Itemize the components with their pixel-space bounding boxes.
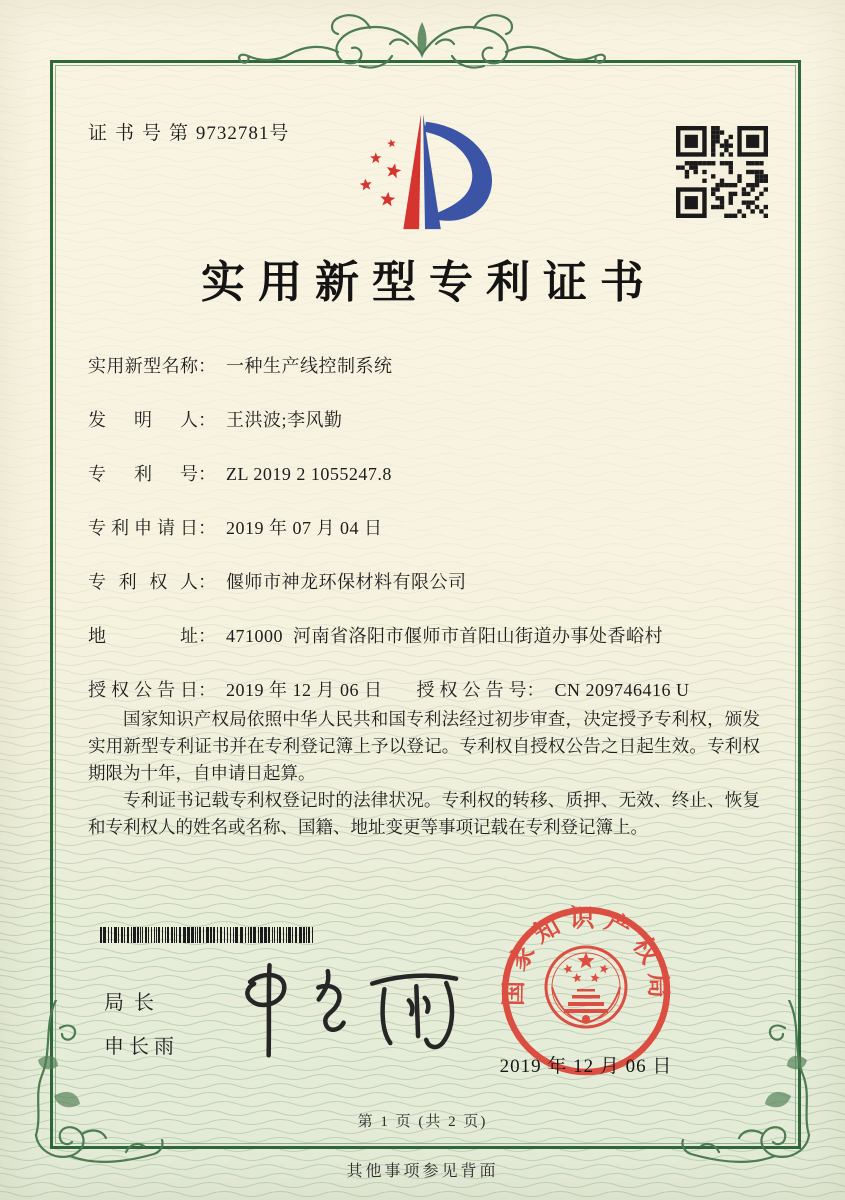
field-value: 2019 年 12 月 06 日 (226, 680, 383, 700)
field-label-char: 申 (134, 518, 152, 538)
field-label-char: 号 (180, 464, 198, 484)
field-label (88, 676, 198, 702)
field-colon: ： (198, 572, 216, 592)
field-label-char: 公 (134, 680, 152, 700)
field-row (88, 622, 690, 646)
field-label-char: 名 (161, 356, 180, 376)
field-label-char: 利 (118, 572, 137, 592)
field-label-char: 授 (88, 680, 106, 700)
logo-stars (360, 139, 402, 206)
field-value: 王洪波;李风勤 (226, 410, 343, 430)
field-value: ZL 2019 2 1055247.8 (226, 464, 392, 484)
field-label-char: 权 (439, 680, 458, 700)
field-row (88, 352, 690, 376)
seal-date: 2019 年 12 月 06 日 (499, 1056, 673, 1077)
logo-spike-red (403, 114, 421, 229)
field-label-char: 新 (124, 356, 143, 376)
field-colon: ： (198, 464, 216, 484)
field-label-char: 授 (416, 680, 435, 700)
grant-number-group (417, 676, 690, 702)
legal-paragraph: 国家知识产权局依照中华人民共和国专利法经过初步审查，决定授予专利权，颁发实用新型专利证书并在专利登记簿上予以登记。专利权自授权公告之日起生效。专利权期限为十年，自申请日起算。 (88, 709, 760, 783)
field-label (88, 568, 198, 594)
field-label-char: 利 (134, 464, 152, 484)
handwritten-signature-icon (233, 953, 463, 1061)
certificate-number (88, 118, 288, 145)
certificate-number-prefix: 证书号第 (88, 123, 196, 144)
fields-list (88, 352, 690, 700)
corner-flourish-left-icon (26, 1000, 166, 1170)
field-value: 471000 河南省洛阳市偃师市首阳山街道办事处香峪村 (226, 626, 663, 646)
field-label-char: 专 (88, 464, 106, 484)
field-label-char: 地 (88, 626, 106, 646)
field-colon: ： (198, 626, 216, 646)
certificate-number-suffix: 号 (269, 123, 289, 144)
field-row (88, 568, 690, 592)
field-label-char: 告 (157, 680, 175, 700)
field-label (88, 460, 198, 486)
field-label-char: 址 (180, 626, 198, 646)
barcode (100, 927, 316, 943)
field-row (88, 406, 690, 430)
field-label-char: 发 (88, 410, 106, 430)
certificate-title: 实用新型专利证书 (201, 258, 657, 307)
qr-code (676, 126, 768, 218)
cnipa-logo-icon (346, 110, 506, 238)
field-colon: ： (198, 356, 216, 376)
field-colon: ： (198, 680, 216, 700)
corner-flourish-right-icon (679, 1000, 819, 1170)
field-label-char: 实 (88, 356, 106, 376)
field-label-char: 公 (462, 680, 481, 700)
field-label-char: 型 (143, 356, 162, 376)
field-label-char: 称 (179, 356, 198, 376)
field-value: 一种生产线控制系统 (226, 356, 393, 376)
field-label-char: 日 (180, 680, 198, 700)
field-label (88, 514, 198, 540)
seal-ring-text: 国家知识产权局 (500, 905, 672, 1007)
field-value: CN 209746416 U (554, 680, 690, 700)
field-value: 2019 年 07 月 04 日 (226, 518, 383, 538)
field-row (88, 460, 690, 484)
signer-name: 申长雨 (104, 1036, 179, 1058)
field-label-char: 日 (180, 518, 198, 538)
field-label-char: 人 (179, 572, 198, 592)
field-colon: ： (526, 680, 545, 700)
field-label-char: 告 (485, 680, 504, 700)
field-label-char: 人 (180, 410, 198, 430)
signer-title: 局长 (104, 992, 164, 1014)
field-label-char: 权 (149, 572, 168, 592)
certificate-number-value: 9732781 (195, 123, 270, 144)
field-label-char: 专 (88, 518, 106, 538)
field-label-char: 请 (157, 518, 175, 538)
field-row-grant (88, 676, 690, 700)
legal-paragraphs (88, 706, 760, 841)
top-dragon-ornament-icon (222, 4, 622, 84)
field-label (88, 406, 198, 432)
field-label-char: 号 (508, 680, 527, 700)
field-colon: ： (198, 518, 216, 538)
field-label-char: 专 (88, 572, 106, 592)
field-colon: ： (198, 410, 216, 430)
field-label-char: 权 (111, 680, 129, 700)
field-label-char: 利 (111, 518, 129, 538)
field-label-char: 明 (134, 410, 152, 430)
field-value: 偃师市神龙环保材料有限公司 (226, 572, 467, 592)
legal-paragraph: 专利证书记载专利权登记时的法律状况。专利权的转移、质押、无效、终止、恢复和专利权人的姓名或名称、国籍、地址变更等事项记载在专利登记簿上。 (88, 790, 760, 837)
field-label (88, 352, 198, 378)
field-row (88, 514, 690, 538)
page-number: 第 1 页 (共 2 页) (357, 1114, 488, 1130)
field-label-char: 用 (106, 356, 125, 376)
seal-national-emblem (546, 947, 626, 1027)
field-label (417, 676, 527, 702)
back-side-note: 其他事项参见背面 (346, 1163, 499, 1180)
field-label (88, 622, 198, 648)
